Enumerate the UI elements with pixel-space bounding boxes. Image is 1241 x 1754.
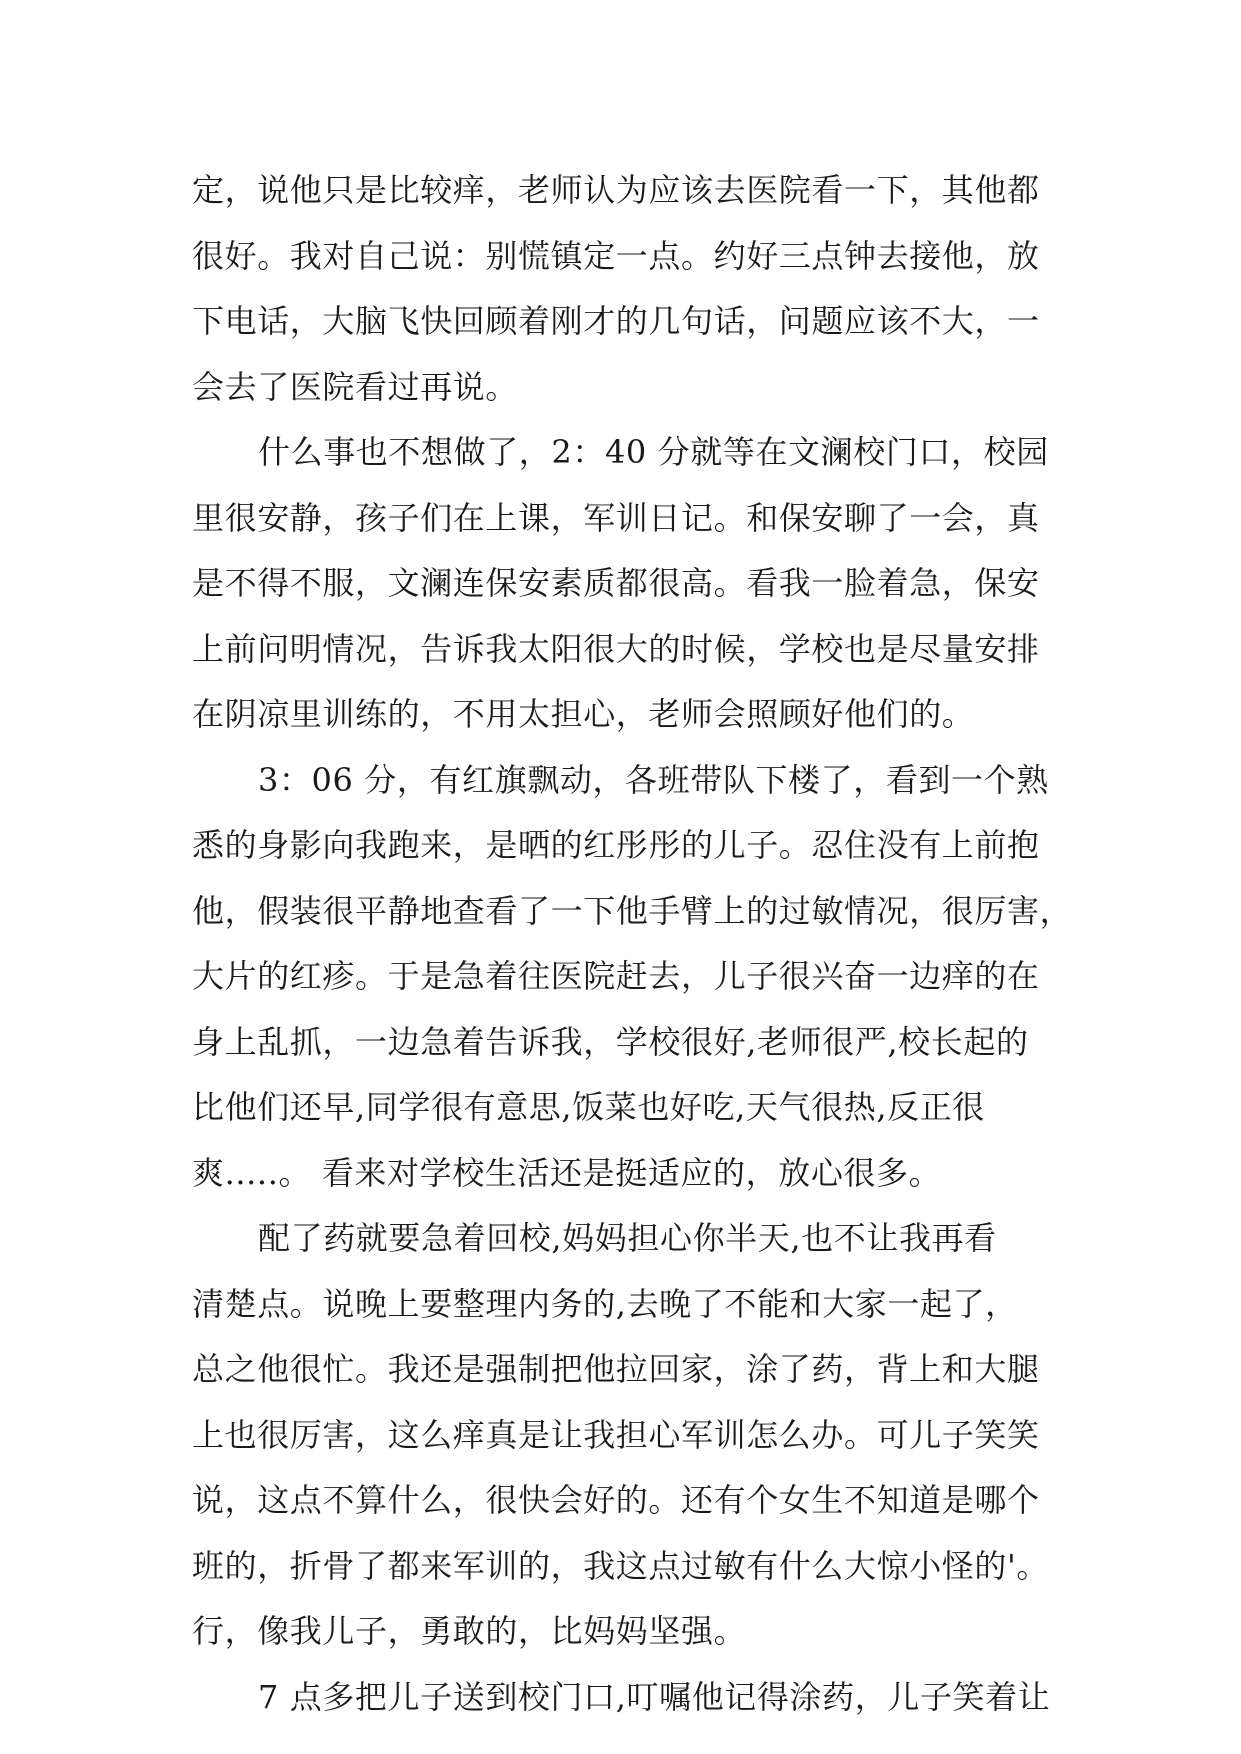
text-line: 里很安静，孩子们在上课，军训日记。和保安聊了一会，真 (192, 498, 1040, 537)
text-line: 悉的身影向我跑来，是晒的红彤彤的儿子。忍住没有上前抱 (192, 826, 1040, 864)
text-line: 他，假装很平静地查看了一下他手臂上的过敏情况，很厉害， (192, 891, 1073, 930)
text-line: 大片的红疹。于是急着往医院赶去，儿子很兴奋一边痒的在 (192, 957, 1040, 995)
paragraph-first-line: 配了药就要急着回校,妈妈担心你半天,也不让我再看 (258, 1219, 997, 1257)
paragraph-first-line: 3：06 分，有红旗飘动，各班带队下楼了，看到一个熟 (258, 760, 1049, 799)
document-body (192, 158, 1073, 1730)
text-line: 上也很厉害，这么痒真是让我担心军训怎么办。可儿子笑笑 (192, 1415, 1040, 1454)
text-line: 会去了医院看过再说。 (192, 367, 519, 406)
text-line: 比他们还早,同学很有意思,饭菜也好吃,天气很热,反正很 (192, 1088, 985, 1126)
text-line: 总之他很忙。我还是强制把他拉回家，涂了药，背上和大腿 (192, 1350, 1040, 1388)
text-line: 下电话，大脑飞快回顾着刚才的几句话，问题应该不大，一 (192, 302, 1040, 340)
text-line: 爽.....。 看来对学校生活还是挺适应的，放心很多。 (192, 1153, 942, 1192)
text-line: 上前问明情况，告诉我太阳很大的时候，学校也是尽量安排 (192, 629, 1040, 668)
paragraph-first-line: 什么事也不想做了，2：40 分就等在文澜校门口，校园 (258, 433, 1049, 471)
text-line: 定，说他只是比较痒，老师认为应该去医院看一下，其他都 (192, 171, 1040, 209)
text-line: 行，像我儿子，勇敢的，比妈妈坚强。 (192, 1612, 747, 1650)
text-line: 在阴凉里训练的，不用太担心，老师会照顾好他们的。 (192, 695, 975, 733)
text-line: 说，这点不算什么，很快会好的。还有个女生不知道是哪个 (192, 1481, 1040, 1519)
text-line: 班的，折骨了都来军训的，我这点过敏有什么大惊小怪的'。 (192, 1546, 1049, 1585)
paragraph-first-line: 7 点多把儿子送到校门口,叮嘱他记得涂药，儿子笑着让 (258, 1677, 1051, 1716)
text-line: 很好。我对自己说：别慌镇定一点。约好三点钟去接他，放 (192, 236, 1040, 275)
text-line: 身上乱抓，一边急着告诉我，学校很好,老师很严,校长起的 (192, 1022, 1029, 1061)
text-line: 清楚点。说晚上要整理内务的,去晚了不能和大家一起了， (192, 1284, 1018, 1323)
text-line: 是不得不服，文澜连保安素质都很高。看我一脸着急，保安 (192, 564, 1040, 602)
